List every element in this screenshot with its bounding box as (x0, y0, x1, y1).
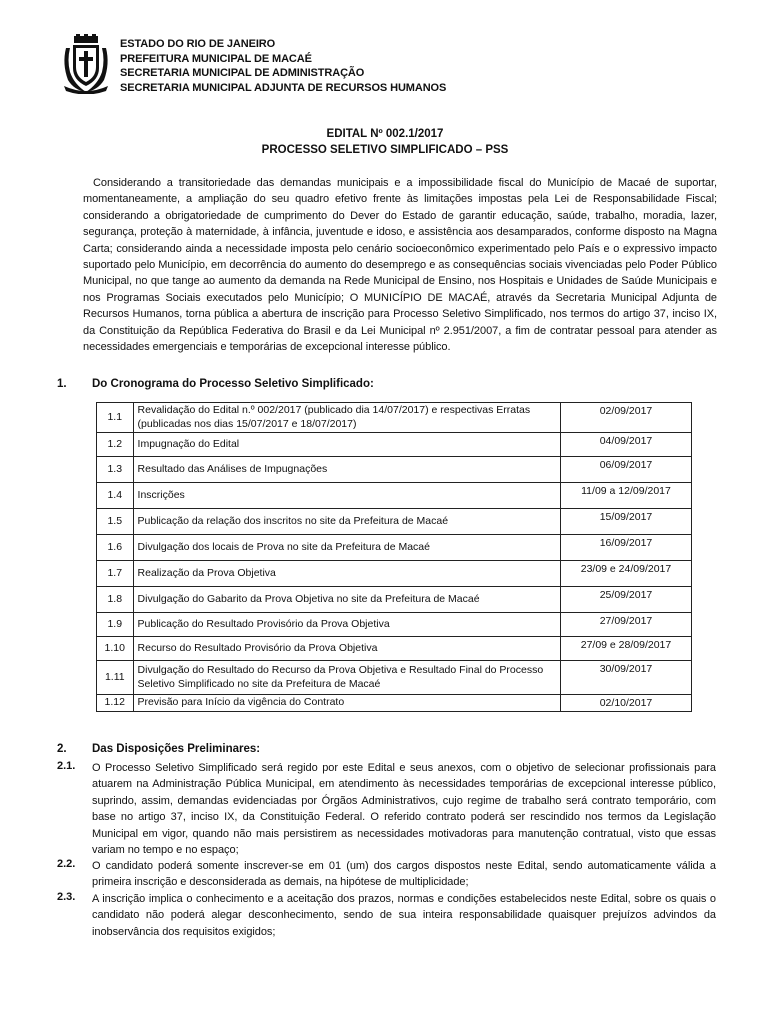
schedule-item-number: 1.5 (97, 509, 134, 535)
schedule-item-date: 02/09/2017 (561, 403, 692, 433)
schedule-row (97, 457, 692, 483)
schedule-item-description: Impugnação do Edital (133, 433, 560, 457)
section-2-number: 2. (57, 743, 67, 755)
item-text: A inscrição implica o conhecimento e a aceitação dos prazos, normas e condições estabelecidos neste Edital, sobre os quais o candidato não poderá alegar desconhecimento, sendo de sua inteira responsabilidade quaisquer prejuízos advindos da inobservância dos requisitos exigidos; (92, 893, 716, 938)
schedule-row (97, 483, 692, 509)
schedule-item-date: 04/09/2017 (561, 433, 692, 457)
schedule-row (97, 403, 692, 433)
intro-paragraph: Considerando a transitoriedade das demandas municipais e a impossibilidade fiscal do Município de Macaé de suportar, momentaneamente, a ampliação do seu quadro efetivo frente às limitações impostas pela Lei de Responsabilidade Fiscal; considerando a obrigatoriedade de cumprimento do Dever do Estado de garantir educação, saúde, trabalho, moradia, lazer, segurança, proteção à maternidade, à infância, juventude e idoso, e assistência aos desamparados, conforme disposto na Magna Carta; considerando ainda a necessidade imposta pelo cenário socioeconômico experimentado pelo País e o expressivo impacto suportado pelo Município, em decorrência do aumento do desemprego e as consequências sociais vivenciadas pelo Poder Público Municipal, no que tange ao aumento da demanda na Rede Municipal de Ensino, nos Hospitais e Unidades de Saúde Municipais e nos Programas Sociais executados pelo Município; O MUNICÍPIO DE MACAÉ, através da Secretaria Municipal Adjunta de Recursos Humanos, torna pública a abertura de inscrição para Processo Seletivo Simplificado, nos termos do artigo 37, inciso IX, da Constituição da República Federativa do Brasil e da Lei Municipal nº 2.951/2007, a fim de contratar pessoal para atender as necessidades emergenciais e temporárias de excepcional interesse público. (83, 177, 717, 354)
schedule-item-description: Divulgação do Resultado do Recurso da Prova Objetiva e Resultado Final do Processo Seletivo Simplificado no site da Prefeitura de Macaé (133, 661, 560, 695)
schedule-item-number: 1.8 (97, 587, 134, 613)
section-2-title: Das Disposições Preliminares: (92, 743, 261, 755)
schedule-row (97, 613, 692, 637)
schedule-item-date: 27/09/2017 (561, 613, 692, 637)
schedule-item-description: Divulgação do Gabarito da Prova Objetiva no site da Prefeitura de Macaé (133, 587, 560, 613)
schedule-row (97, 509, 692, 535)
schedule-item-number: 1.1 (97, 403, 134, 433)
schedule-item-number: 1.3 (97, 457, 134, 483)
coat-of-arms-icon (60, 34, 112, 94)
schedule-item-number: 1.12 (97, 695, 134, 712)
schedule-row (97, 587, 692, 613)
header-line-state: ESTADO DO RIO DE JANEIRO (120, 38, 276, 50)
document-title: EDITAL Nº 002.1/2017 (326, 128, 444, 140)
letterhead (120, 37, 446, 95)
schedule-item-number: 1.10 (97, 637, 134, 661)
schedule-item-date: 23/09 e 24/09/2017 (561, 561, 692, 587)
header-line-secretariat: SECRETARIA MUNICIPAL DE ADMINISTRAÇÃO (120, 67, 365, 79)
schedule-row (97, 561, 692, 587)
schedule-item-description: Recurso do Resultado Provisório da Prova Objetiva (133, 637, 560, 661)
item-text: O candidato poderá somente inscrever-se em 01 (um) dos cargos dispostos neste Edital, sendo automaticamente válida a primeira inscrição e desconsiderada as demais, na hipótese de multiplicidade; (92, 860, 716, 889)
schedule-item-description: Revalidação do Edital n.º 002/2017 (publicado dia 14/07/2017) e respectivas Erratas (publicadas nos dias 15/07/2017 e 18/07/2017) (133, 403, 560, 433)
item-number: 2.3. (57, 891, 76, 903)
schedule-item-description: Previsão para Início da vigência do Contrato (133, 695, 560, 712)
schedule-item-description: Publicação do Resultado Provisório da Prova Objetiva (133, 613, 560, 637)
header-line-adjunct-secretariat: SECRETARIA MUNICIPAL ADJUNTA DE RECURSOS HUMANOS (120, 81, 447, 94)
section-1-title: Do Cronograma do Processo Seletivo Simplificado: (92, 378, 374, 390)
schedule-row (97, 433, 692, 457)
item-number: 2.1. (57, 760, 76, 772)
schedule-item-date: 11/09 a 12/09/2017 (561, 483, 692, 509)
schedule-item-date: 06/09/2017 (561, 457, 692, 483)
schedule-item-number: 1.7 (97, 561, 134, 587)
schedule-row (97, 535, 692, 561)
schedule-item-date: 15/09/2017 (561, 509, 692, 535)
document-subtitle: PROCESSO SELETIVO SIMPLIFICADO – PSS (261, 144, 509, 156)
item-number: 2.2. (57, 858, 76, 870)
schedule-item-number: 1.2 (97, 433, 134, 457)
schedule-item-number: 1.4 (97, 483, 134, 509)
schedule-item-description: Resultado das Análises de Impugnações (133, 457, 560, 483)
schedule-item-date: 02/10/2017 (561, 695, 692, 712)
header-line-prefecture: PREFEITURA MUNICIPAL DE MACAÉ (120, 52, 312, 65)
schedule-item-description: Realização da Prova Objetiva (133, 561, 560, 587)
schedule-item-date: 30/09/2017 (561, 661, 692, 695)
item-text: O Processo Seletivo Simplificado será regido por este Edital e seus anexos, com o objetivo de selecionar profissionais para atuarem na Administração Pública Municipal, em atendimento às necessidades temporárias de excepcional interesse público, suprindo, assim, demandas evidenciadas por Órgãos Administrativos, cujo regime de trabalho será contrato temporário, com base no artigo 37, inciso IX, da Constituição Federal. O referido contrato poderá ser rescindido nos termos da Legislação Municipal em vigor, quando não mais persistirem as necessidades motivadoras para manutenção contratual, visto que essas variam no tempo e no espaço; (92, 762, 716, 857)
schedule-item-number: 1.9 (97, 613, 134, 637)
schedule-row (97, 695, 692, 712)
schedule-item-description: Divulgação dos locais de Prova no site da Prefeitura de Macaé (133, 535, 560, 561)
schedule-item-number: 1.11 (97, 661, 134, 695)
schedule-item-description: Inscrições (133, 483, 560, 509)
section-1-number: 1. (57, 378, 67, 390)
schedule-item-date: 16/09/2017 (561, 535, 692, 561)
schedule-row (97, 637, 692, 661)
schedule-item-date: 27/09 e 28/09/2017 (561, 637, 692, 661)
schedule-item-number: 1.6 (97, 535, 134, 561)
schedule-row (97, 661, 692, 695)
schedule-item-description: Publicação da relação dos inscritos no site da Prefeitura de Macaé (133, 509, 560, 535)
schedule-table (96, 402, 692, 712)
schedule-item-date: 25/09/2017 (561, 587, 692, 613)
